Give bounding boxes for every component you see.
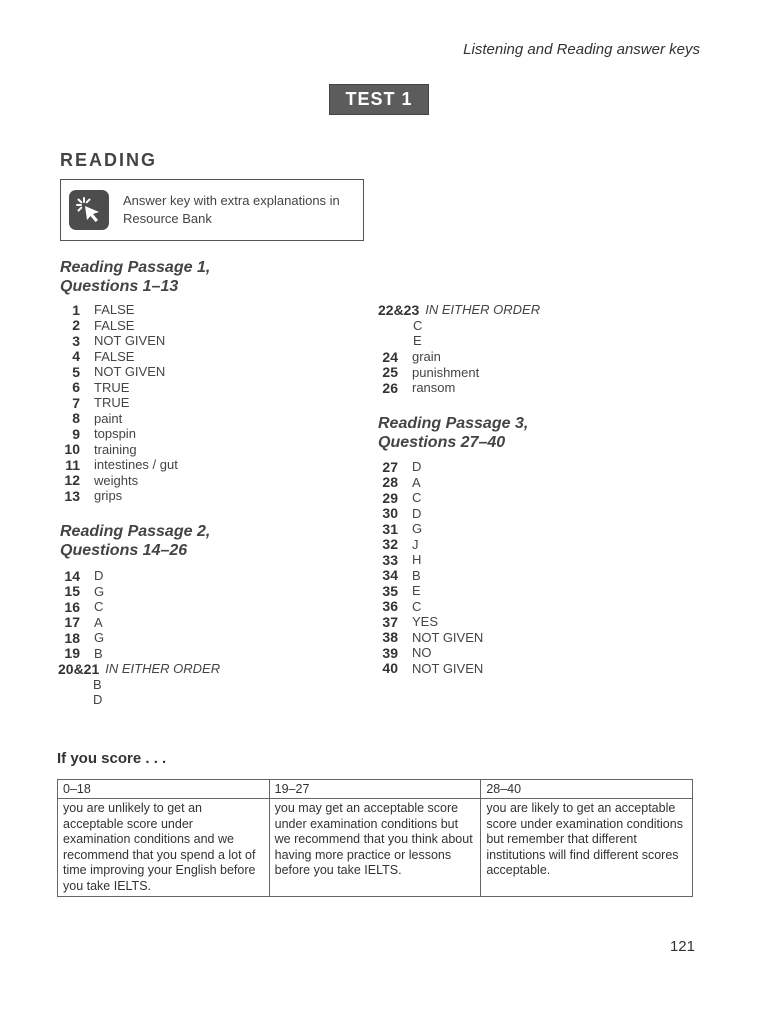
list-item xyxy=(378,365,479,381)
list-item xyxy=(378,552,483,568)
question-number: 14 xyxy=(64,567,80,584)
answer-text: B xyxy=(412,567,421,583)
answer-text: FALSE xyxy=(94,348,135,364)
answer-text: NOT GIVEN xyxy=(94,333,166,349)
answer-text: NOT GIVEN xyxy=(412,660,484,676)
score-range: 28–40 xyxy=(481,780,693,799)
answer-text: G xyxy=(94,630,105,646)
list-item xyxy=(60,349,178,365)
question-number: 8 xyxy=(72,410,80,427)
answer-text: grips xyxy=(94,488,123,504)
list-item: C xyxy=(413,317,423,333)
answer-text: D xyxy=(94,568,104,584)
answer-text: weights xyxy=(94,472,139,488)
question-number: 13 xyxy=(64,487,80,504)
answer-text: TRUE xyxy=(94,395,130,411)
question-number: 40 xyxy=(382,660,398,677)
list-item xyxy=(378,614,483,630)
score-heading: If you score . . . xyxy=(57,750,167,767)
answer-text: A xyxy=(94,614,103,630)
score-table xyxy=(57,779,693,897)
list-item xyxy=(60,411,178,427)
list-item xyxy=(378,630,483,646)
question-number: 27 xyxy=(382,458,398,475)
score-range: 0–18 xyxy=(58,780,270,799)
question-number: 24 xyxy=(382,348,398,365)
question-number: 36 xyxy=(382,598,398,615)
resource-bank-box xyxy=(60,179,364,241)
question-number: 2 xyxy=(72,317,80,334)
resource-bank-text: Answer key with extra explanations in Resource Bank xyxy=(123,193,340,226)
list-item xyxy=(60,426,178,442)
question-number: 5 xyxy=(72,363,80,380)
question-number: 6 xyxy=(72,379,80,396)
list-item: E xyxy=(413,333,422,348)
list-item xyxy=(60,473,178,489)
answer-text: NO xyxy=(412,645,432,661)
passage3-heading: Reading Passage 3, Questions 27–40 xyxy=(378,415,529,451)
answer-text: YES xyxy=(412,614,439,630)
answer-text: topspin xyxy=(94,426,136,442)
list-item xyxy=(60,630,104,646)
passage2-answers-continued xyxy=(378,349,479,396)
cursor-click-icon xyxy=(69,190,109,230)
list-item xyxy=(378,349,479,365)
page-number: 121 xyxy=(669,938,695,955)
passage2-either-22-23: 22&23 IN EITHER ORDER C E xyxy=(378,301,541,348)
question-number: 25 xyxy=(382,364,398,381)
passage1-heading: Reading Passage 1, Questions 1–13 xyxy=(60,259,211,295)
question-number: 30 xyxy=(382,505,398,522)
list-item xyxy=(378,661,483,677)
answer-text: punishment xyxy=(412,364,480,380)
answer-text: ransom xyxy=(412,380,456,396)
answer-text: training xyxy=(94,441,137,457)
list-item xyxy=(60,615,104,631)
answer-text: TRUE xyxy=(94,379,130,395)
score-description: you may get an acceptable score under examination conditions but we recommend that you think about having more practice or lessons before you take IELTS. xyxy=(269,799,481,897)
question-number: 33 xyxy=(382,551,398,568)
question-number: 17 xyxy=(64,614,80,631)
question-number: 35 xyxy=(382,582,398,599)
question-number: 37 xyxy=(382,613,398,630)
list-item xyxy=(60,333,178,349)
question-number: 11 xyxy=(65,456,80,473)
list-item xyxy=(60,646,104,662)
question-number: 34 xyxy=(382,567,398,584)
question-number: 39 xyxy=(382,644,398,661)
question-number: 15 xyxy=(64,583,80,600)
list-item xyxy=(60,302,178,318)
answer-text: A xyxy=(412,474,421,490)
answer-text: G xyxy=(94,583,105,599)
table-header-row xyxy=(58,780,693,799)
list-item xyxy=(378,599,483,615)
list-item xyxy=(60,318,178,334)
list-item: B xyxy=(93,676,102,692)
question-number: 9 xyxy=(72,425,80,442)
answer-text: D xyxy=(412,505,422,521)
list-item xyxy=(378,537,483,553)
passage2-either-20-21: 20&21 IN EITHER ORDER B D xyxy=(58,660,221,707)
list-item xyxy=(60,364,178,380)
question-number: 26 xyxy=(382,379,398,396)
answer-text: G xyxy=(412,521,423,537)
answer-text: FALSE xyxy=(94,317,135,333)
answer-text: C xyxy=(94,599,104,615)
answer-text: B xyxy=(94,645,103,661)
passage1-answers xyxy=(60,302,178,504)
test-badge: TEST 1 xyxy=(329,84,429,115)
list-item xyxy=(378,380,479,396)
table-row xyxy=(58,799,693,897)
list-item xyxy=(378,583,483,599)
list-item xyxy=(60,380,178,396)
list-item xyxy=(60,568,104,584)
answer-text: J xyxy=(412,536,419,552)
list-item xyxy=(60,599,104,615)
list-item xyxy=(378,568,483,584)
list-item xyxy=(60,442,178,458)
question-number: 1 xyxy=(72,301,80,318)
question-number: 4 xyxy=(72,348,80,365)
list-item xyxy=(60,457,178,473)
question-number: 19 xyxy=(64,645,80,662)
section-title: READING xyxy=(60,150,158,170)
running-header: Listening and Reading answer keys xyxy=(463,41,700,58)
passage2-answers xyxy=(60,568,104,661)
question-number: 10 xyxy=(64,441,80,458)
list-item xyxy=(378,521,483,537)
list-item xyxy=(378,475,483,491)
list-item xyxy=(378,459,483,475)
score-description: you are likely to get an acceptable score under examination conditions but remember that different institutions will find different scores acceptable. xyxy=(481,799,693,897)
question-number: 28 xyxy=(382,474,398,491)
answer-text: FALSE xyxy=(94,302,135,318)
answer-text: intestines / gut xyxy=(94,457,178,473)
list-item xyxy=(60,584,104,600)
question-number: 3 xyxy=(72,332,80,349)
score-description: you are unlikely to get an acceptable score under examination conditions and we recommend that you spend a lot of time improving your English before you take IELTS. xyxy=(58,799,270,897)
list-item: D xyxy=(93,692,103,707)
answer-text: NOT GIVEN xyxy=(94,364,166,380)
answer-text: C xyxy=(412,490,422,506)
answer-text: D xyxy=(412,459,422,475)
answer-text: H xyxy=(412,552,422,568)
answer-text: E xyxy=(412,583,421,599)
passage3-answers xyxy=(378,459,483,676)
question-number: 38 xyxy=(382,629,398,646)
list-item xyxy=(378,490,483,506)
list-item xyxy=(378,506,483,522)
list-item xyxy=(378,645,483,661)
passage2-heading: Reading Passage 2, Questions 14–26 xyxy=(60,523,211,559)
answer-text: C xyxy=(412,598,422,614)
question-number: 18 xyxy=(64,629,80,646)
question-number: 31 xyxy=(382,520,398,537)
answer-text: NOT GIVEN xyxy=(412,629,484,645)
question-number: 16 xyxy=(64,598,80,615)
score-range: 19–27 xyxy=(269,780,481,799)
answer-text: grain xyxy=(412,349,441,365)
question-number: 29 xyxy=(382,489,398,506)
question-number: 7 xyxy=(72,394,80,411)
question-number: 12 xyxy=(64,472,80,489)
question-number: 32 xyxy=(382,536,398,553)
answer-text: paint xyxy=(94,410,123,426)
list-item xyxy=(60,488,178,504)
list-item xyxy=(60,395,178,411)
